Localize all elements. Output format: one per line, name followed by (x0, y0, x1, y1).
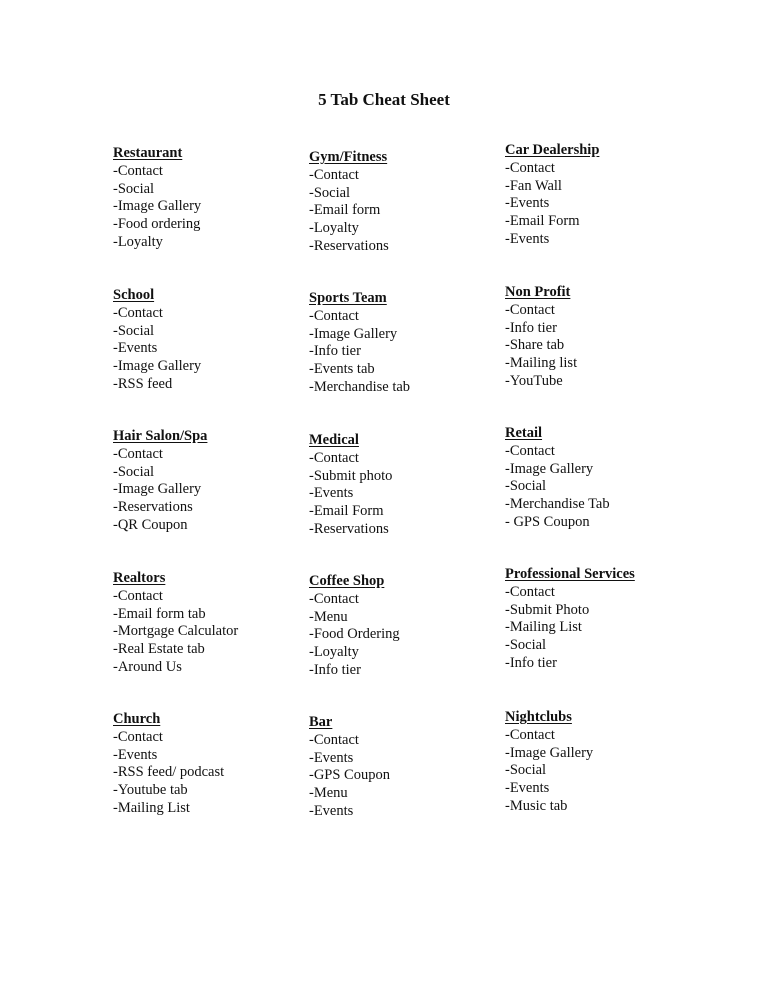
tab-list-item: -Contact (309, 590, 359, 607)
tab-list-item: -Events (113, 746, 158, 763)
tab-list (505, 584, 705, 673)
category-heading: Realtors (113, 570, 166, 586)
tab-list-item: -Mailing list (505, 355, 578, 372)
tab-list-item: -Contact (505, 442, 555, 459)
tab-list (505, 727, 705, 816)
tab-list-item: -Menu (309, 608, 348, 625)
category-restaurant (113, 145, 313, 252)
category-heading: Professional Services (505, 566, 635, 582)
tab-list-item: -Contact (309, 449, 359, 466)
tab-list-item: -RSS feed (113, 375, 173, 392)
tab-list-item: -Email form (309, 202, 381, 219)
category-heading: School (113, 287, 155, 303)
tab-list-item: -Events (309, 485, 354, 502)
tab-list-item: -Info tier (505, 319, 557, 336)
tab-list-item: -Merchandise tab (309, 378, 411, 395)
tab-list-item: -Loyalty (309, 644, 359, 661)
category-heading: Retail (505, 425, 543, 441)
tab-list-item: -Social (113, 463, 155, 480)
tab-list-item: -Submit Photo (505, 601, 590, 618)
tab-list-item: -Loyalty (309, 220, 359, 237)
tab-list-item: -Contact (113, 728, 163, 745)
tab-list-item: -Image Gallery (505, 744, 594, 761)
tab-list-item: -Contact (113, 162, 163, 179)
category-heading: Restaurant (113, 145, 183, 161)
tab-list-item: -Menu (309, 785, 348, 802)
tab-list-item: -RSS feed/ podcast (113, 764, 225, 781)
tab-list (113, 588, 313, 677)
tab-list (113, 305, 313, 394)
tab-list-item: -Youtube tab (113, 782, 188, 799)
tab-list-item: -Social (113, 322, 155, 339)
category-professional-services (505, 566, 705, 673)
tab-list (113, 729, 313, 818)
tab-list-item: -Events tab (309, 361, 375, 378)
category-bar (309, 714, 509, 821)
tab-list-item: -Mortgage Calculator (113, 623, 239, 640)
tab-list-item: -Mailing List (505, 619, 582, 636)
tab-list-item: -Contact (113, 587, 163, 604)
category-sports-team (309, 290, 509, 397)
tab-list-item: -Events (505, 195, 550, 212)
tab-list-item: -Image Gallery (113, 358, 202, 375)
tab-list-item: -GPS Coupon (309, 767, 390, 784)
tab-list-item: -Image Gallery (113, 198, 202, 215)
tab-list-item: -Email form tab (113, 605, 206, 622)
category-gym-fitness (309, 149, 509, 256)
category-heading: Hair Salon/Spa (113, 428, 208, 444)
category-realtors (113, 570, 313, 677)
tab-list-item: -Reservations (309, 520, 389, 537)
category-church (113, 711, 313, 818)
tab-list (505, 160, 705, 249)
tab-list-item: -Image Gallery (113, 481, 202, 498)
tab-list-item: -Social (505, 478, 547, 495)
tab-list-item: -Around Us (113, 658, 182, 675)
tab-list-item: -Info tier (309, 343, 361, 360)
tab-list (505, 443, 705, 532)
tab-list-item: -Social (113, 180, 155, 197)
tab-list (309, 591, 509, 680)
tab-list-item: -Real Estate tab (113, 641, 205, 658)
category-retail (505, 425, 705, 532)
category-heading: Car Dealership (505, 142, 600, 158)
tab-list-item: -Contact (505, 301, 555, 318)
tab-list-item: -Email Form (505, 213, 580, 230)
tab-list (505, 302, 705, 391)
tab-list-item: -Loyalty (113, 233, 163, 250)
category-nightclubs (505, 709, 705, 816)
tab-list-item: -Email Form (309, 503, 384, 520)
tab-list-item: -Events (309, 802, 354, 819)
tab-list (309, 450, 509, 539)
tab-list-item: -Contact (505, 159, 555, 176)
tab-list-item: -Share tab (505, 337, 565, 354)
tab-list-item: -Merchandise Tab (505, 496, 610, 513)
tab-list-item: -Social (505, 762, 547, 779)
tab-list-item: -QR Coupon (113, 516, 188, 533)
category-heading: Sports Team (309, 290, 387, 306)
tab-list-item: -Contact (309, 307, 359, 324)
tab-list-item: -Events (113, 340, 158, 357)
tab-list-item: -Info tier (505, 654, 557, 671)
tab-list-item: -Events (505, 230, 550, 247)
tab-list-item: -Social (505, 637, 547, 654)
category-heading: Medical (309, 432, 359, 448)
category-heading: Gym/Fitness (309, 149, 388, 165)
page-title: 5 Tab Cheat Sheet (318, 90, 450, 109)
tab-list-item: -Contact (505, 583, 555, 600)
tab-list-item: -Image Gallery (309, 325, 398, 342)
category-school (113, 287, 313, 394)
tab-list (309, 732, 509, 821)
tab-list-item: -Contact (309, 731, 359, 748)
tab-list-item: -Mailing List (113, 799, 190, 816)
tab-list-item: -Events (505, 780, 550, 797)
category-heading: Church (113, 711, 161, 727)
tab-list-item: -Contact (113, 304, 163, 321)
tab-list-item: -Social (309, 184, 351, 201)
category-heading: Coffee Shop (309, 573, 385, 589)
category-hair-salon-spa (113, 428, 313, 535)
tab-list (113, 163, 313, 252)
tab-list (309, 308, 509, 397)
tab-list-item: - GPS Coupon (505, 513, 590, 530)
tab-list (113, 446, 313, 535)
tab-list-item: -Fan Wall (505, 177, 562, 194)
tab-list-item: -Contact (113, 445, 163, 462)
tab-list-item: -Reservations (309, 237, 389, 254)
tab-list-item: -Info tier (309, 661, 361, 678)
tab-list-item: -Image Gallery (505, 460, 594, 477)
category-medical (309, 432, 509, 539)
tab-list-item: -Reservations (113, 499, 193, 516)
category-heading: Bar (309, 714, 333, 730)
tab-list-item: -Contact (309, 166, 359, 183)
tab-list-item: -Music tab (505, 797, 568, 814)
tab-list-item: -Submit photo (309, 467, 393, 484)
category-car-dealership (505, 142, 705, 249)
category-non-profit (505, 284, 705, 391)
tab-list-item: -Food ordering (113, 216, 201, 233)
tab-list-item: -YouTube (505, 372, 563, 389)
category-heading: Nightclubs (505, 709, 572, 725)
category-coffee-shop (309, 573, 509, 680)
tab-list (309, 167, 509, 256)
tab-list-item: -Contact (505, 726, 555, 743)
tab-list-item: -Events (309, 749, 354, 766)
tab-list-item: -Food Ordering (309, 626, 400, 643)
category-heading: Non Profit (505, 284, 571, 300)
